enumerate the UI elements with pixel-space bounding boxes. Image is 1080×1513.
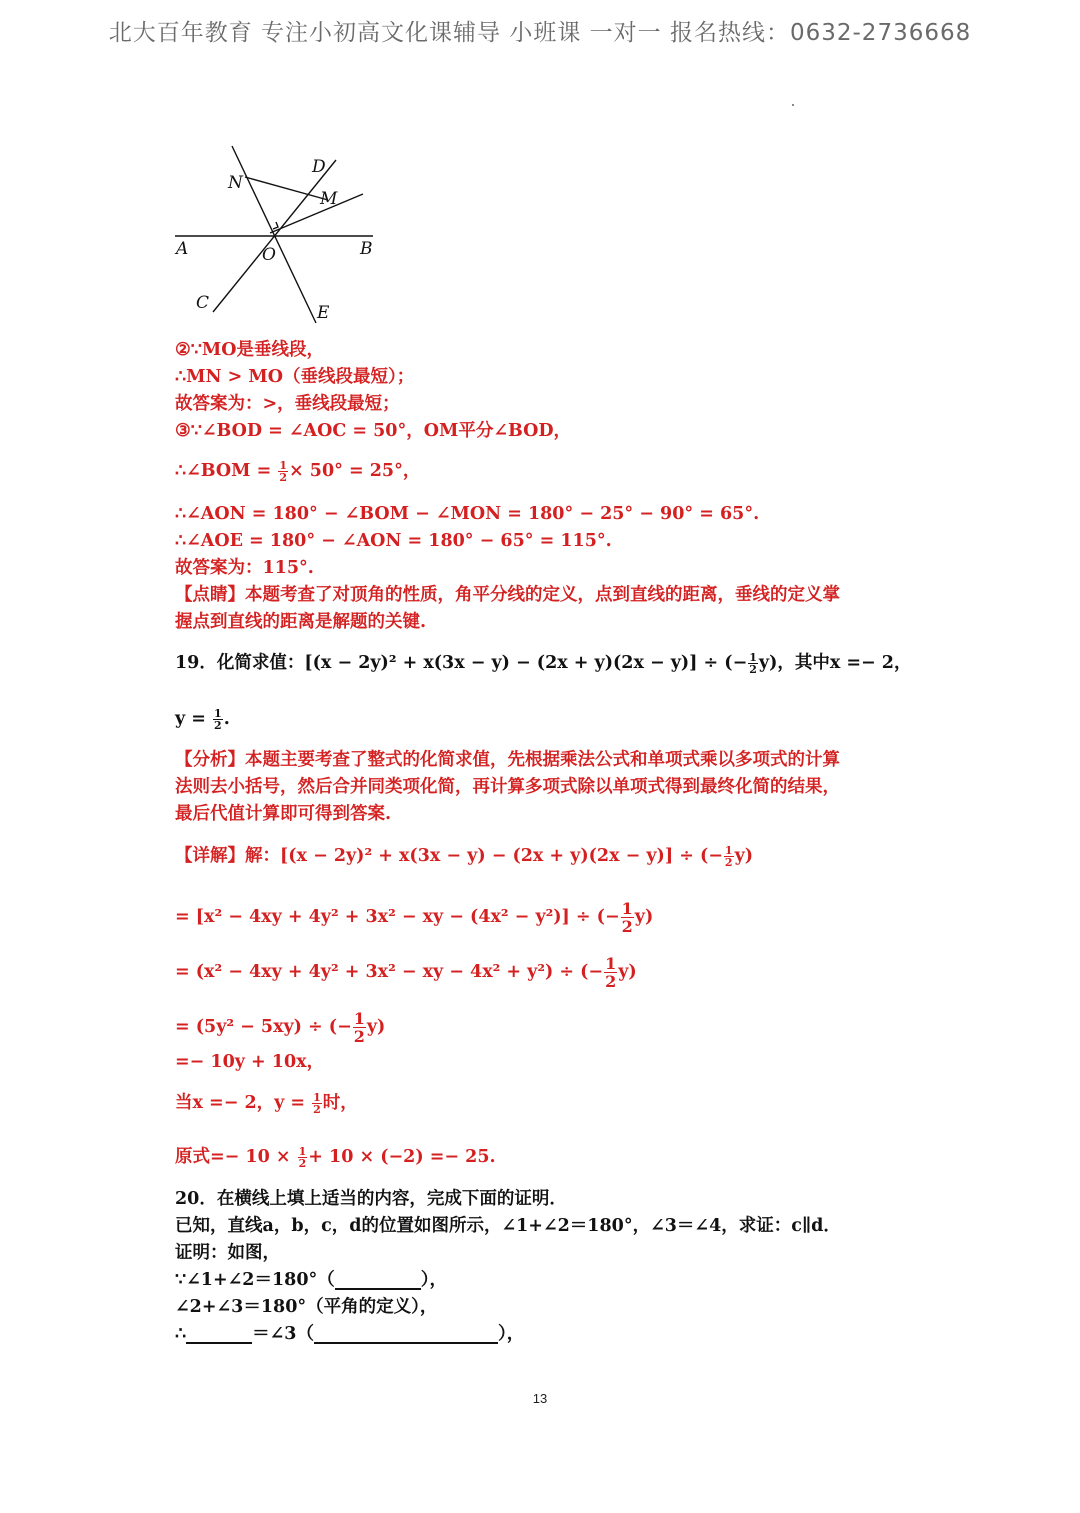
label-B: B	[360, 239, 373, 259]
detail-step-7: 原式=− 10 × $\frac{1}{2}$ + 10 × (−2) =− 25.	[175, 1145, 496, 1170]
label-E: E	[317, 303, 330, 323]
question-20-title: 20．在横线上填上适当的内容，完成下面的证明．	[175, 1189, 567, 1209]
page-header: 北大百年教育 专注小初高文化课辅导 小班课 一对一 报名热线：0632-2736668	[108, 20, 972, 46]
comment-line-1: 【点睛】本题考查了对顶角的性质，角平分线的定义，点到直线的距离，垂线的定义掌	[175, 585, 840, 605]
analysis-line-3: 最后代值计算即可得到答案.	[175, 804, 392, 824]
detail-step-5: =− 10y + 10x，	[175, 1052, 325, 1072]
speck	[792, 104, 794, 106]
label-N: N	[228, 173, 243, 193]
detail-step-1: 【详解】解：[(x − 2y)² + x(3x − y) − (2x + y)(2x − y)] ÷ (− $\frac{1}{2}$ y)	[175, 844, 754, 869]
question-19-y: y = $\frac{1}{2}$ .	[175, 707, 230, 732]
analysis-line-1: 【分析】本题主要考查了整式的化简求值，先根据乘法公式和单项式乘以多项式的计算	[175, 750, 840, 770]
detail-step-2: = [x² − 4xy + 4y² + 3x² − xy − (4x² − y²)] ÷ (− $\frac{1}{2}$ y)	[175, 899, 654, 936]
page-number: 13	[532, 1391, 548, 1406]
sol-line-8: 故答案为：115°.	[175, 558, 314, 578]
geometry-figure	[170, 140, 390, 330]
detail-step-4: = (5y² − 5xy) ÷ (− $\frac{1}{2}$ y)	[175, 1009, 386, 1046]
blank-reason-1[interactable]	[335, 1272, 421, 1290]
detail-step-6: 当x =− 2，y = $\frac{1}{2}$ 时，	[175, 1091, 358, 1116]
sol-line-4: ③∵∠BOD = ∠AOC = 50°，OM平分∠BOD，	[175, 421, 572, 441]
analysis-line-2: 法则去小括号，然后合并同类项化简，再计算多项式除以单项式得到最终化简的结果，	[175, 777, 840, 797]
question-20-given: 已知，直线a，b，c，d的位置如图所示，∠1+∠2＝180°，∠3＝∠4，求证：c∥d．	[175, 1216, 841, 1236]
comment-line-2: 握点到直线的距离是解题的关键.	[175, 612, 427, 632]
line-NM	[245, 177, 328, 200]
label-M: M	[320, 189, 338, 209]
question-20-step-1: ∵∠1+∠2＝180°（ ），	[175, 1270, 448, 1290]
blank-angle[interactable]	[186, 1326, 252, 1344]
sol-line-1: ②∵MO是垂线段，	[175, 340, 324, 360]
question-19: 19．化简求值：[(x − 2y)² + x(3x − y) − (2x + y)(2x − y)] ÷ (− $\frac{1}{2}$ y)，其中x =− 2，	[175, 651, 912, 676]
sol-line-3: 故答案为：>，垂线段最短；	[175, 394, 400, 414]
line-NE	[232, 146, 316, 323]
line-OM	[270, 194, 363, 233]
sol-line-5: ∴∠BOM = $\frac{1}{2}$ × 50° = 25°，	[175, 459, 421, 484]
right-angle-mark	[273, 222, 278, 229]
blank-reason-2[interactable]	[314, 1326, 498, 1344]
label-O: O	[262, 245, 276, 265]
question-20-proof-start: 证明：如图，	[175, 1243, 280, 1263]
question-20-step-2: ∠2+∠3＝180°（平角的定义），	[175, 1297, 438, 1317]
label-A: A	[176, 239, 189, 259]
detail-step-3: = (x² − 4xy + 4y² + 3x² − xy − 4x² + y²) ÷ (− $\frac{1}{2}$ y)	[175, 954, 637, 991]
sol-line-6: ∴∠AON = 180° − ∠BOM − ∠MON = 180° − 25° − 90° = 65°.	[175, 504, 760, 524]
label-C: C	[196, 293, 210, 313]
label-D: D	[312, 157, 326, 177]
sol-line-7: ∴∠AOE = 180° − ∠AON = 180° − 65° = 115°.	[175, 531, 612, 551]
sol-line-2: ∴MN > MO（垂线段最短）；	[175, 367, 415, 387]
question-20-step-3: ∴ ＝∠3（ ），	[175, 1324, 525, 1344]
